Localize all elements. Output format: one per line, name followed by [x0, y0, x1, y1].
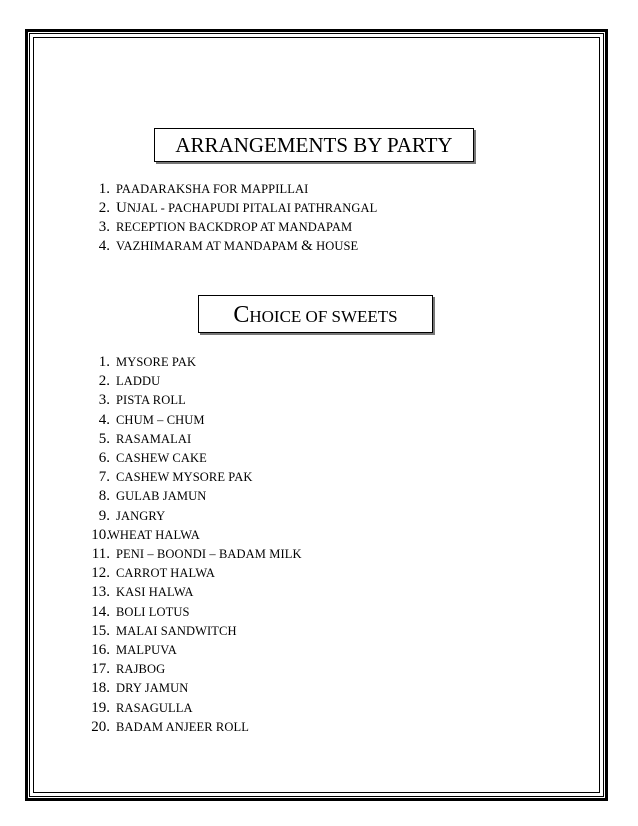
- list-item-number: 17.: [91, 661, 110, 678]
- list-item-text: RASAGULLA: [116, 700, 193, 715]
- list-item-text: RAJBOG: [116, 662, 166, 677]
- list-item-number: 6.: [98, 450, 110, 466]
- list-item-text: RECEPTION BACKDROP AT MANDAPAM: [116, 220, 353, 234]
- list-item-text: KASI HALWA: [116, 585, 194, 600]
- arrangements-heading: [154, 128, 474, 162]
- list-item-number: 16.: [91, 642, 110, 658]
- list-item-text: JANGRY: [116, 508, 166, 523]
- list-item-number: 11.: [91, 546, 110, 562]
- list-item-text: CHUM – CHUM: [116, 412, 205, 427]
- list-item-number: 4.: [98, 238, 110, 254]
- list-item-number: 20.: [91, 718, 110, 735]
- list-item-number: 18.: [91, 680, 110, 697]
- list-item-number: 2.: [98, 200, 110, 216]
- list-item-text: MALAI SANDWITCH: [116, 623, 237, 638]
- list-item-text: CASHEW CAKE: [116, 451, 207, 465]
- list-item-number: 2.: [98, 373, 110, 390]
- sweets-heading-text: CHOICE OF SWEETS: [233, 302, 398, 328]
- list-item-text: UNJAL - PACHAPUDI PITALAI PATHRANGAL: [116, 200, 378, 216]
- list-item-number: 4.: [98, 411, 110, 428]
- list-item-number: 14.: [91, 603, 110, 620]
- list-item-text: RASAMALAI: [116, 431, 192, 446]
- list-item-number: 19.: [91, 699, 110, 716]
- list-item-number: 15.: [91, 622, 110, 639]
- list-item-number: 8.: [98, 488, 110, 505]
- list-item-text: MYSORE PAK: [116, 355, 197, 369]
- list-item-text: CASHEW MYSORE PAK: [116, 470, 253, 485]
- list-item-text: PAADARAKSHA FOR MAPPILLAI: [116, 182, 309, 196]
- list-item-number: 3.: [98, 219, 110, 235]
- list-item-number: 1.: [98, 181, 110, 197]
- list-item-text: WHEAT HALWA: [108, 527, 200, 542]
- list-item-text: GULAB JAMUN: [116, 489, 207, 504]
- list-item-number: 1.: [98, 354, 110, 370]
- list-item-text: DRY JAMUN: [116, 681, 189, 696]
- list-item-number: 13.: [91, 584, 110, 601]
- list-item-number: 3.: [98, 392, 110, 409]
- list-item-number: 5.: [98, 430, 110, 447]
- sweets-heading: [198, 295, 433, 333]
- list-item-number: 10.: [91, 526, 110, 543]
- arrangements-heading-text: ARRANGEMENTS BY PARTY: [175, 133, 453, 157]
- list-item-text: BADAM ANJEER ROLL: [116, 719, 249, 734]
- list-item-text: BOLI LOTUS: [116, 604, 190, 619]
- list-item-text: VAZHIMARAM AT MANDAPAM & HOUSE: [116, 238, 359, 254]
- list-item-text: CARROT HALWA: [116, 566, 216, 581]
- list-item-text: MALPUVA: [116, 643, 177, 657]
- list-item-number: 12.: [91, 565, 110, 582]
- list-item-text: PISTA ROLL: [116, 393, 186, 408]
- list-item-number: 9.: [98, 507, 110, 524]
- list-item-number: 7.: [98, 469, 110, 486]
- list-item-text: PENI – BOONDI – BADAM MILK: [116, 547, 302, 561]
- list-item-text: LADDU: [116, 374, 161, 389]
